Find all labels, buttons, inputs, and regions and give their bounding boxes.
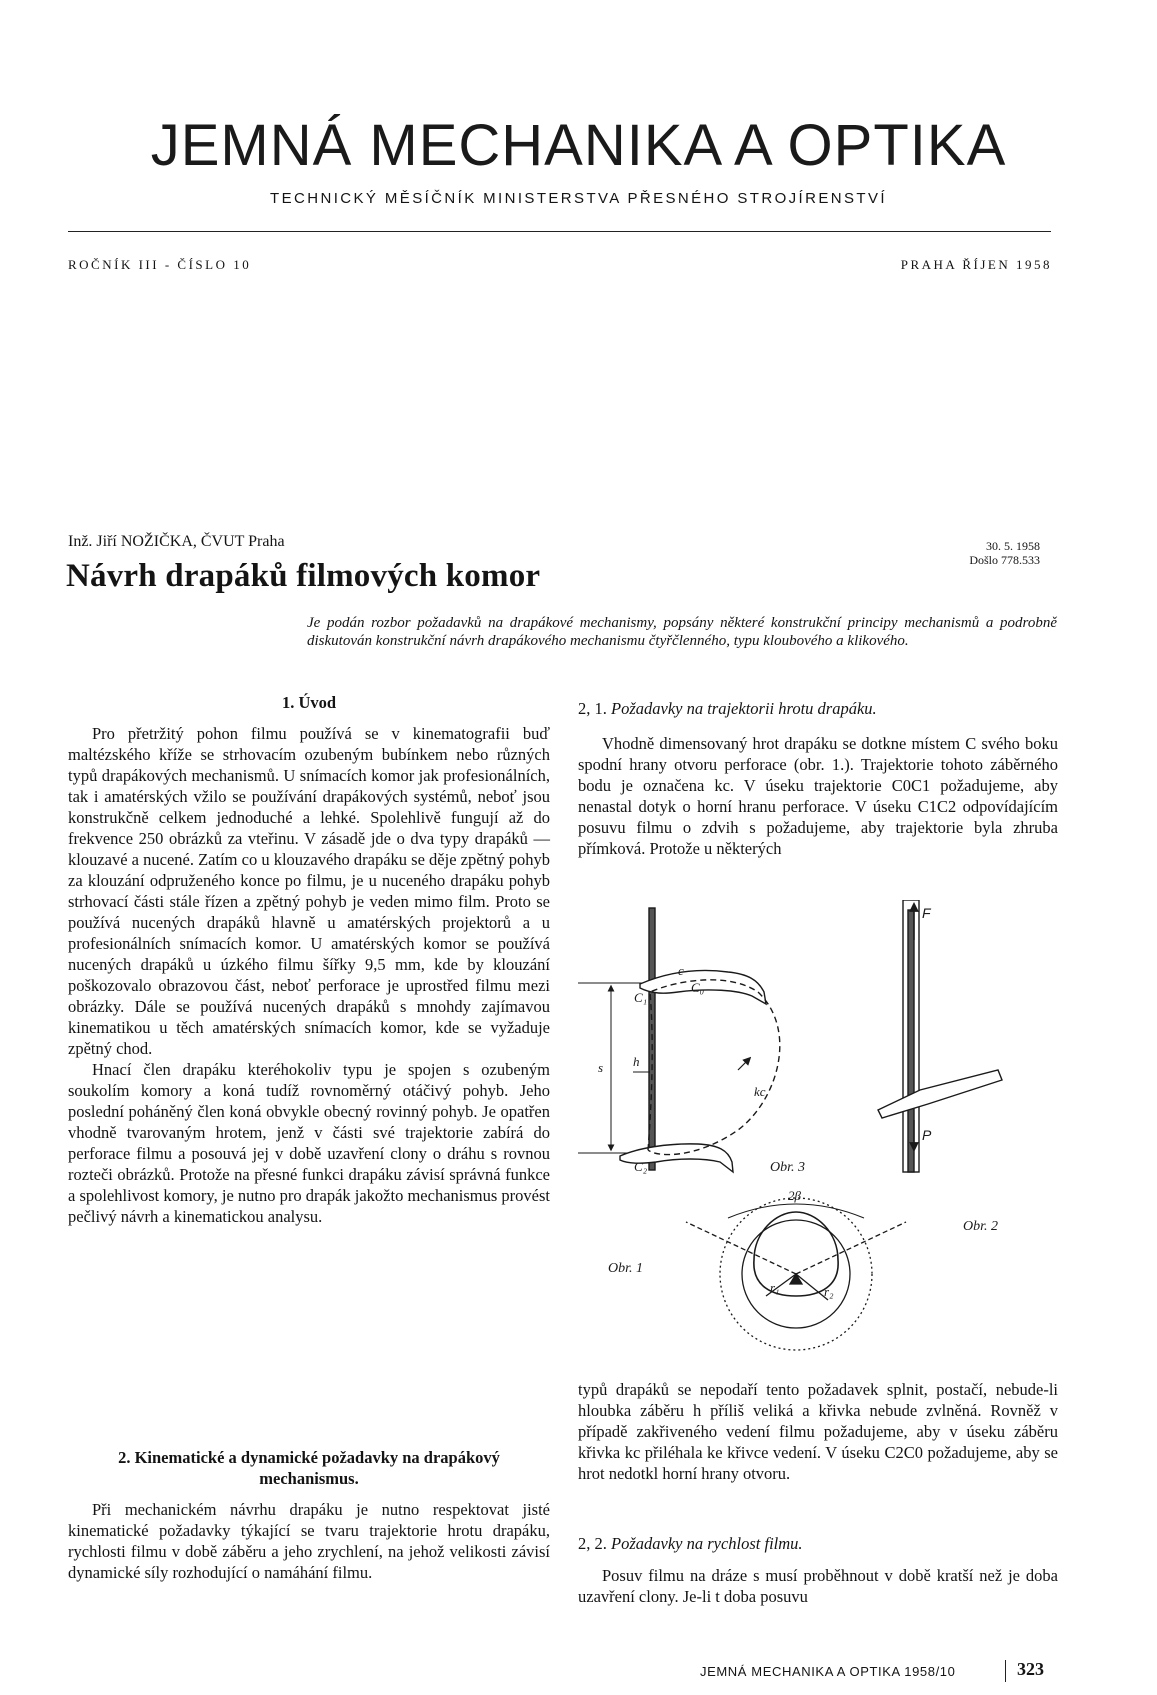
figure-3-cam xyxy=(686,1198,906,1350)
article-abstract: Je podán rozbor požadavků na drapákové mechanismy, popsány některé konstrukční principy mechanismů a podrobně diskutován konstrukční návrh drapákového mechanismu čtyřčlenného, typu kloubového a klikového. xyxy=(307,615,1057,649)
subsection-2-1-number: 2, 1. xyxy=(578,699,607,718)
kc-trajectory xyxy=(648,980,780,1155)
label-h: h xyxy=(633,1054,640,1069)
article-title: Návrh drapáků filmových komor xyxy=(66,558,541,594)
label-c0: C₀ xyxy=(691,980,705,995)
kc-arrow xyxy=(738,1058,750,1070)
figure-2-film-claw xyxy=(878,900,1002,1172)
label-r2: r₂ xyxy=(824,1284,834,1299)
subsection-2-1-paragraph: Vhodně dimensovaný hrot drapáku se dotkne místem C svého boku spodní hrany otvoru perforace (obr. 1.). Trajektorie tohoto záběrného bodu je označena kc. V úseku trajektorie C0C1 požadujeme, aby nenastal dotyk o horní hranu perforace. V úseku C1C2 odpovídajícím posuvu filmu o zdvih s požadujeme, aby trajektorie byla zhruba přímková. Protože u některých xyxy=(578,734,1058,858)
subsection-2-1-continuation-paragraph: typů drapáků se nepodaří tento požadavek splnit, postačí, nebude-li hloubka záběru h příliš veliká a křivka nebude zvlněná. Rovněž v případě zakřiveného vedení filmu požadujeme, aby v úseku záběru křivka kc přiléhala ke křivce vedení. V úseku C2C0 požadujeme, aby se hrot nedotkl horní hrany otvoru. xyxy=(578,1380,1058,1483)
film-strip-fig2 xyxy=(908,910,914,1172)
journal-title: JEMNÁ MECHANIKA A OPTIKA xyxy=(150,113,1007,178)
journal-subtitle: TECHNICKÝ MĚSÍČNÍK MINISTERSTVA PŘESNÉHO STROJÍRENSTVÍ xyxy=(270,190,887,207)
section-2-paragraph: Při mechanickém návrhu drapáku je nutno respektovat jisté kinematické požadavky týkající se tvaru trajektorie hrotu drapáku, rychlosti filmu v době záběru a jeho zrychlení, na jehož velikosti závisí dynamické síly rozhodující o namáhání filmu. xyxy=(68,1500,550,1582)
issue-volume-number: ROČNÍK III - ČÍSLO 10 xyxy=(68,257,252,272)
received-info xyxy=(920,539,1040,567)
received-date: 30. 5. 1958 xyxy=(986,539,1040,553)
label-kc: kc xyxy=(754,1084,766,1099)
subsection-2-1-body xyxy=(578,733,1058,859)
article-author: Inž. Jiří NOŽIČKA, ČVUT Praha xyxy=(68,533,285,550)
section-2-body xyxy=(68,1499,550,1583)
received-number: Došlo 778.533 xyxy=(969,553,1040,567)
caption-obr-2: Obr. 2 xyxy=(963,1219,999,1234)
subsection-2-2-heading xyxy=(578,1533,1058,1554)
label-c1: C₁ xyxy=(634,990,648,1005)
label-s: s xyxy=(598,1060,604,1075)
footer-divider xyxy=(1005,1660,1006,1682)
subsection-2-1-continuation xyxy=(578,1379,1058,1484)
subsection-2-1-title: Požadavky na trajektorii hrotu drapáku. xyxy=(611,699,877,718)
subsection-2-2-number: 2, 2. xyxy=(578,1534,607,1553)
subsection-2-2-title: Požadavky na rychlost filmu. xyxy=(611,1534,803,1553)
header-rule xyxy=(68,231,1051,232)
label-2-beta: 2β xyxy=(788,1188,801,1203)
claw-blade xyxy=(878,1070,1002,1118)
caption-obr-1: Obr. 1 xyxy=(608,1261,644,1276)
page-number: 323 xyxy=(1017,1659,1044,1679)
figure-1-trajectory xyxy=(578,908,780,1172)
mechanism-figure xyxy=(578,900,1058,1370)
label-r1: r₁ xyxy=(770,1280,780,1295)
section-2-heading: 2. Kinematické a dynamické požadavky na drapákový mechanismus. xyxy=(118,1448,500,1488)
footer-journal-title: JEMNÁ MECHANIKA A OPTIKA 1958/10 xyxy=(700,1664,956,1679)
subsection-2-2-body xyxy=(578,1565,1058,1607)
caption-obr-3: Obr. 3 xyxy=(770,1160,806,1175)
label-c2: C₂ xyxy=(634,1159,648,1174)
section-1-body xyxy=(68,723,550,1227)
label-P: P xyxy=(922,1127,932,1143)
pivot-triangle xyxy=(790,1274,802,1284)
section-1-paragraph-2: Hnací člen drapáku kteréhokoliv typu je spojen s ozubeným soukolím komory a koná tudíž rovnoměrný otáčivý pohyb. Jeho poslední poháněný člen koná obvykle obecný rovinný pohyb. Je opatřen vhodně tvarovaným hrotem, jenž v části své trajektorie zabírá do perforace filmu a posouvá jej v době uzavření clony o dráhu s rovnou rozteči obrázků. Protože na přesné funkci drapáku závisí správná funkce a spolehlivost komory, je nutno pro drapák jakožto mechanismus provést pečlivý návrh a kinematickou analysu. xyxy=(68,1060,550,1226)
subsection-2-1-heading xyxy=(578,698,1058,719)
section-1-paragraph-1: Pro přetržitý pohon filmu používá se v kinematografii buď maltézského kříže se strhovacím ozubeným bubínkem nebo různých typů drapákových mechanismů. U snímacích komor jak profesionálních, tak i amatérských vžilo se používání drapákových systémů, neboť jsou konstrukčně celkem jednoduché a lehké. Spolehlivě fungují až do frekvence 250 obrázků za vteřinu. V zásadě jde o dva typy drapáků — klouzavé a nucené. Zatím co u klouzavého drapáku se děje zpětný pohyb za klouzání odpruženého konce po filmu, je u nuceného drapáku pohyb strhovací části stále řízen a zpětný pohyb je veden mimo film. Proto se používá nucených drapáků hlavně u amatérských projektorů a u profesionálních snímacích komor. U amatérských komor se používá nucených drapáků u úzkého filmu šířky 9,5 mm, kde by klouzání poškozovalo obrazovou část, neboť perforace je uprostřed filmu mezi obrázky. Dále se používá nucených drapáků s mnohdy zajímavou kinematikou u těch amatérských snímacích komor, kde se vyžaduje zpětný chod. xyxy=(68,724,550,1058)
subsection-2-2-paragraph: Posuv filmu na dráze s musí proběhnout v době kratší než je doba uzavření clony. Je-li t doba posuvu xyxy=(578,1566,1058,1606)
label-F: F xyxy=(922,905,931,921)
label-c: c xyxy=(678,963,684,978)
angle-ray-left xyxy=(686,1222,796,1274)
angle-ray-right xyxy=(796,1222,906,1274)
issue-place-date: PRAHA ŘÍJEN 1958 xyxy=(900,257,1052,272)
section-1-heading: 1. Úvod xyxy=(281,693,337,712)
two-beta-arc xyxy=(728,1204,864,1218)
figure-1-labels xyxy=(598,963,766,1174)
